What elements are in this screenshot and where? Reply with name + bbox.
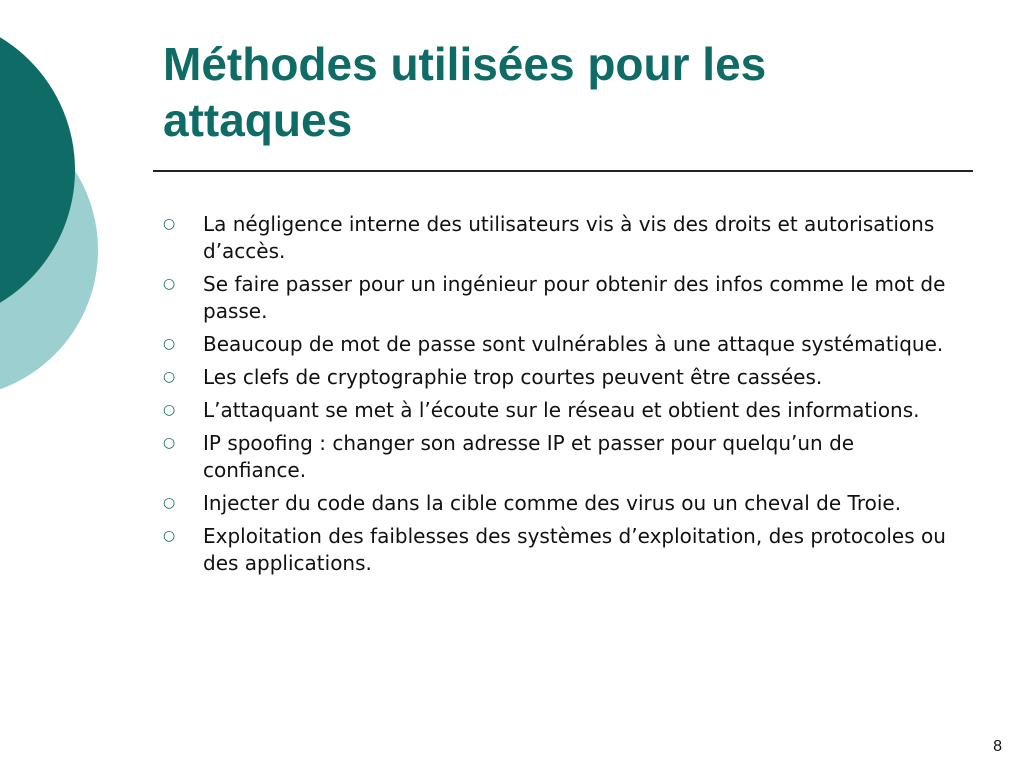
- bullet-item: [163, 430, 963, 484]
- bullet-item: [163, 211, 963, 265]
- hollow-circle-icon: ○: [163, 435, 176, 451]
- title-divider: [153, 170, 973, 172]
- bullet-list: [163, 211, 963, 583]
- hollow-circle-icon: ○: [163, 336, 176, 352]
- slide-title: Méthodes utilisées pour les attaques: [163, 38, 767, 146]
- bullet-text: Se faire passer pour un ingénieur pour obtenir des infos comme le mot de passe.: [203, 272, 946, 323]
- bullet-text: La négligence interne des utilisateurs vis à vis des droits et autorisations d’accès.: [203, 212, 935, 263]
- page-number: 8: [993, 738, 1002, 755]
- hollow-circle-icon: ○: [163, 216, 176, 232]
- hollow-circle-icon: ○: [163, 495, 176, 511]
- hollow-circle-icon: ○: [163, 276, 176, 292]
- bullet-item: [163, 331, 963, 358]
- bullet-text: L’attaquant se met à l’écoute sur le réseau et obtient des informations.: [203, 398, 920, 422]
- bullet-text: Injecter du code dans la cible comme des virus ou un cheval de Troie.: [203, 491, 902, 515]
- bullet-item: [163, 271, 963, 325]
- bullet-text: Exploitation des faiblesses des systèmes d’exploitation, des protocoles ou des applications.: [203, 524, 946, 575]
- bullet-text: Les clefs de cryptographie trop courtes peuvent être cassées.: [203, 365, 823, 389]
- bullet-text: Beaucoup de mot de passe sont vulnérables à une attaque systématique.: [203, 332, 944, 356]
- bullet-item: [163, 523, 963, 577]
- bullet-item: [163, 490, 963, 517]
- hollow-circle-icon: ○: [163, 528, 176, 544]
- decorative-circles: [0, 0, 110, 420]
- bullet-text: IP spoofing : changer son adresse IP et passer pour quelqu’un de confiance.: [203, 431, 855, 482]
- bullet-item: [163, 364, 963, 391]
- hollow-circle-icon: ○: [163, 369, 176, 385]
- hollow-circle-icon: ○: [163, 402, 176, 418]
- bullet-item: [163, 397, 963, 424]
